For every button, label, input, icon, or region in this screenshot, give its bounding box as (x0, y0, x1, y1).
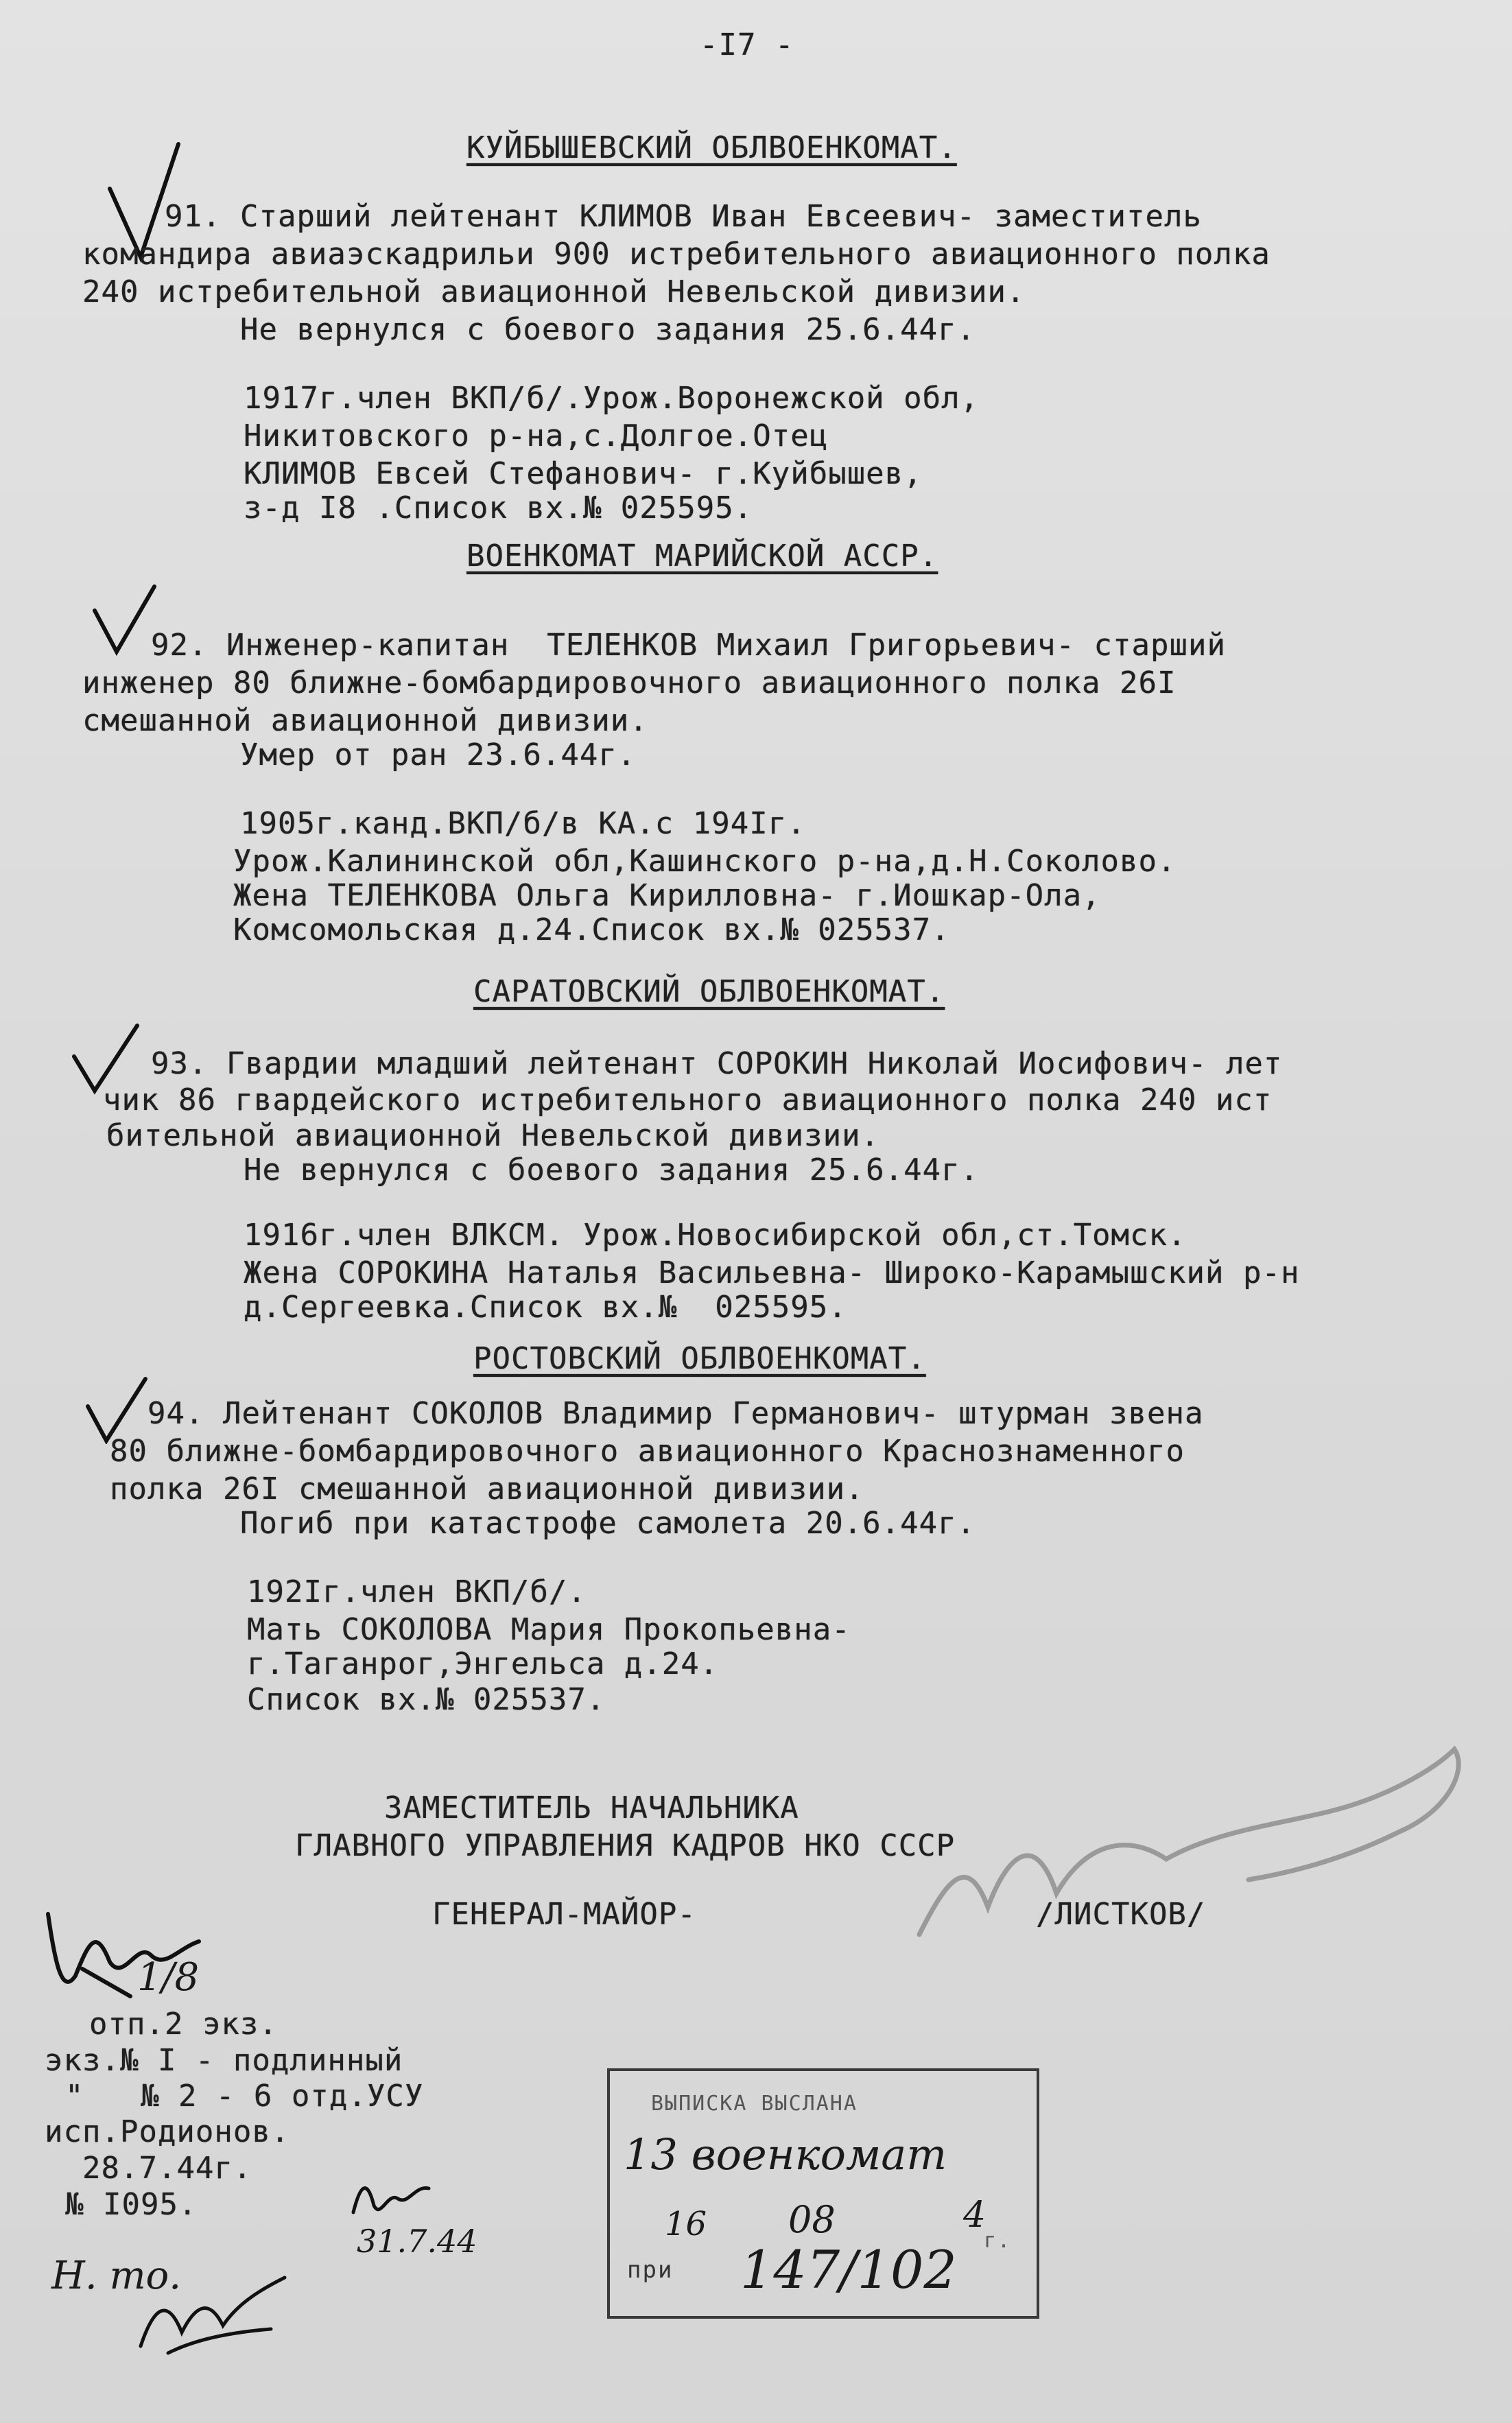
entry-92-info-3: Жена ТЕЛЕНКОВА Ольга Кирилловна- г.Иошкар-Ола, (233, 878, 1101, 913)
stamp-year-digit: 4 (963, 2195, 987, 2236)
section-heading-saratov: САРАТОВСКИЙ ОБЛВОЕНКОМАТ. (473, 974, 945, 1009)
section-heading-mari: ВОЕНКОМАТ МАРИЙСКОЙ АССР. (466, 539, 938, 574)
stamp-year-suffix: г. (984, 2229, 1012, 2253)
faint-signature-icon (906, 1729, 1482, 1955)
distribution-line-1: отп.2 экз. (89, 2007, 278, 2042)
distribution-line-5: 28.7.44г. (82, 2151, 252, 2186)
entry-94-info-2: Мать СОКОЛОВА Мария Прокопьевна- (247, 1612, 851, 1647)
entry-91-info-4: з-д I8 .Список вх.№ 025595. (244, 490, 753, 525)
stamp-date-month: 08 (788, 2198, 836, 2241)
distribution-line-4: исп.Родионов. (45, 2114, 290, 2149)
entry-92-line-2: инженер 80 ближне-бомбардировочного авиационного полка 26I (82, 665, 1177, 700)
stamp-handwritten-line: 13 военкомат (624, 2129, 947, 2179)
distribution-line-3: " № 2 - 6 отд.УСУ (65, 2079, 424, 2114)
section-heading-kuibyshev: КУЙБЫШЕВСКИЙ ОБЛВОЕНКОМАТ. (466, 130, 957, 165)
entry-92-info-4: Комсомольская д.24.Список вх.№ 025537. (233, 912, 950, 947)
entry-91-line-1: 91. Старший лейтенант КЛИМОВ Иван Евсеевич- заместитель (165, 199, 1202, 234)
bottom-note: Н. то. (51, 2254, 182, 2298)
section-heading-rostov: РОСТОВСКИЙ ОБЛВОЕНКОМАТ. (473, 1341, 926, 1376)
stamp-header: ВЫПИСКА ВЫСЛАНА (651, 2092, 858, 2116)
signature-rank: ГЕНЕРАЛ-МАЙОР- (432, 1897, 696, 1932)
entry-91-info-2: Никитовского р-на,с.Долгое.Отец (244, 418, 829, 453)
entry-94-info-3: г.Таганрог,Энгельса д.24. (247, 1646, 719, 1681)
entry-91-line-4: Не вернулся с боевого задания 25.6.44г. (240, 312, 976, 347)
distribution-line-2: экз.№ I - подлинный (45, 2043, 403, 2078)
stamp-number: 147/102 (740, 2239, 957, 2300)
entry-94-line-4: Погиб при катастрофе самолета 20.6.44г. (240, 1506, 976, 1541)
entry-93-line-1: 93. Гвардии младший лейтенант СОРОКИН Николай Иосифович- лет (151, 1046, 1283, 1081)
entry-93-line-4: Не вернулся с боевого задания 25.6.44г. (244, 1153, 980, 1187)
entry-93-info-3: д.Сергеевка.Список вх.№ 025595. (244, 1290, 847, 1325)
entry-91-line-2: командира авиаэскадрильи 900 истребительного авиационного полка (82, 237, 1271, 272)
signature-name: /ЛИСТКОВ/ (1036, 1897, 1206, 1932)
entry-93-line-3: бительной авиационной Невельской дивизии. (106, 1118, 880, 1153)
entry-91-info-3: КЛИМОВ Евсей Стефанович- г.Куйбышев, (244, 456, 923, 491)
handwritten-date: 31.7.44 (357, 2223, 477, 2260)
entry-92-info-2: Урож.Калининской обл,Кашинского р-на,д.Н.Соколово. (233, 844, 1177, 879)
stamp-date-day: 16 (665, 2205, 707, 2243)
entry-93-info-2: Жена СОРОКИНА Наталья Васильевна- Широко-Карамышский р-н (244, 1255, 1300, 1290)
bottom-signature-icon (134, 2264, 292, 2367)
entry-93-info-1: 1916г.член ВЛКСМ. Урож.Новосибирской обл,ст.Томск. (244, 1218, 1187, 1253)
entry-94-info-4: Список вх.№ 025537. (247, 1682, 606, 1717)
entry-94-info-1: 192Iг.член ВКП/б/. (247, 1574, 587, 1609)
handwritten-fraction: 1/8 (137, 1955, 200, 2000)
entry-93-line-2: чик 86 гвардейского истребительного авиационного полка 240 ист (103, 1083, 1273, 1118)
entry-91-line-3: 240 истребительной авиационной Невельской дивизии. (82, 274, 1026, 309)
stamp-prefix: при (627, 2256, 674, 2284)
entry-92-line-4: Умер от ран 23.6.44г. (240, 737, 637, 772)
entry-91-info-1: 1917г.член ВКП/б/.Урож.Воронежской обл, (244, 381, 980, 416)
distribution-line-6: № I095. (65, 2187, 198, 2222)
signature-title-line-1: ЗАМЕСТИТЕЛЬ НАЧАЛЬНИКА (384, 1790, 799, 1825)
entry-92-line-1: 92. Инженер-капитан ТЕЛЕНКОВ Михаил Григорьевич- старший (151, 628, 1226, 663)
dispatch-stamp (607, 2068, 1039, 2319)
entry-94-line-3: полка 26I смешанной авиационной дивизии. (110, 1471, 864, 1506)
entry-92-line-3: смешанной авиационной дивизии. (82, 703, 648, 738)
entry-94-line-2: 80 ближне-бомбардировочного авиационного Краснознаменного (110, 1434, 1185, 1469)
page-number: -I7 - (700, 27, 794, 62)
entry-92-info-1: 1905г.канд.ВКП/б/в КА.с 194Iг. (240, 806, 806, 841)
signature-title-line-2: ГЛАВНОГО УПРАВЛЕНИЯ КАДРОВ НКО СССР (295, 1828, 956, 1863)
entry-94-line-1: 94. Лейтенант СОКОЛОВ Владимир Германович- штурман звена (147, 1396, 1204, 1431)
